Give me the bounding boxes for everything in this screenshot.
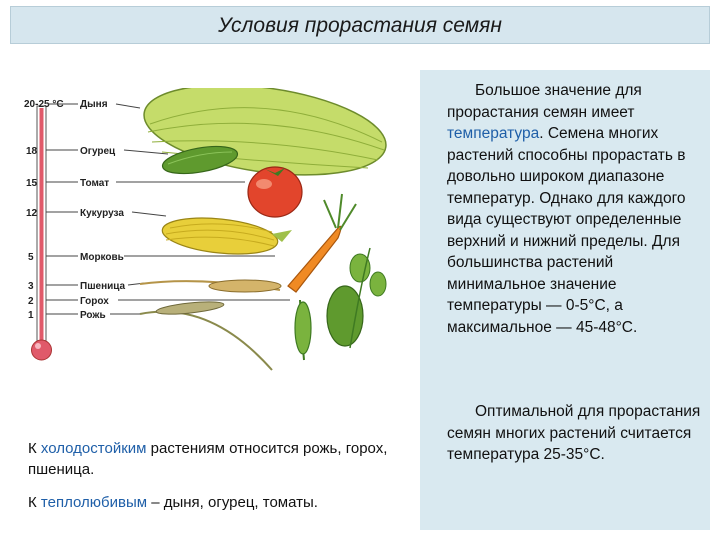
plant-label-corn: Кукуруза [80, 208, 124, 219]
thermometer-bulb [32, 340, 52, 360]
text-run: . Семена многих растений способны прорастать в довольно широком диапазоне температур. Однако для каждого вида существуют определенные верхний и нижний пределы. Для большинства растений минимальное значение температуры — 0-5°С, а максимальное — 45-48°С. [447, 125, 686, 336]
thermometer-illustration [20, 88, 420, 380]
tick-value: 2 [28, 296, 34, 307]
plant-label-cucumber: Огурец [80, 146, 116, 157]
plant-label-wheat: Пшеница [80, 281, 126, 292]
text-run: К [28, 440, 41, 457]
wheat-illustration [140, 280, 281, 292]
tick-value: 5 [28, 252, 34, 263]
tick-value: 3 [28, 281, 34, 292]
keyword-heat-loving: теплолюбивым [40, 494, 148, 511]
heat-loving-note [28, 492, 418, 513]
rye-illustration [140, 299, 272, 370]
text-run: К [28, 494, 41, 511]
tick-value: 18 [26, 146, 38, 157]
plant-label-carrot: Морковь [80, 252, 124, 263]
carrot-illustration [288, 194, 356, 292]
germination-figure [20, 88, 420, 380]
keyword-temperature: температура [447, 125, 540, 142]
tick-2 [28, 296, 290, 307]
tick-15 [26, 178, 245, 189]
thermometer-mercury [40, 108, 44, 353]
plant-label-melon: Дыня [80, 99, 108, 110]
tick-value: 15 [26, 178, 38, 189]
text-run: растениям относится рожь, горох, пшеница. [28, 440, 388, 478]
plant-label-tomato: Томат [80, 178, 110, 189]
keyword-cold-resistant: холодостойким [40, 440, 147, 457]
cold-resistant-note [28, 438, 418, 480]
optimal-temperature-paragraph [447, 401, 702, 466]
slide-title: Условия прорастания семян [218, 14, 502, 37]
text-run: Большое значение для прорастания семян имеет [447, 82, 642, 121]
info-panel [420, 70, 710, 530]
tick-12 [26, 208, 166, 219]
tick-value: 12 [26, 208, 38, 219]
tick-18 [26, 146, 168, 157]
text-run: Оптимальной для прорастания семян многих растений считается температура 25-35°С. [447, 403, 701, 463]
tick-value: 1 [28, 310, 34, 321]
temperature-paragraph [447, 80, 702, 338]
title-bar [10, 6, 710, 44]
plant-label-pea: Горох [80, 296, 109, 307]
text-run: – дыня, огурец, томаты. [147, 494, 318, 511]
plant-label-rye: Рожь [80, 310, 106, 321]
corn-illustration [161, 213, 292, 259]
thermometer-top-label: 20-25 °C [24, 99, 64, 110]
tomato-illustration [248, 167, 302, 217]
